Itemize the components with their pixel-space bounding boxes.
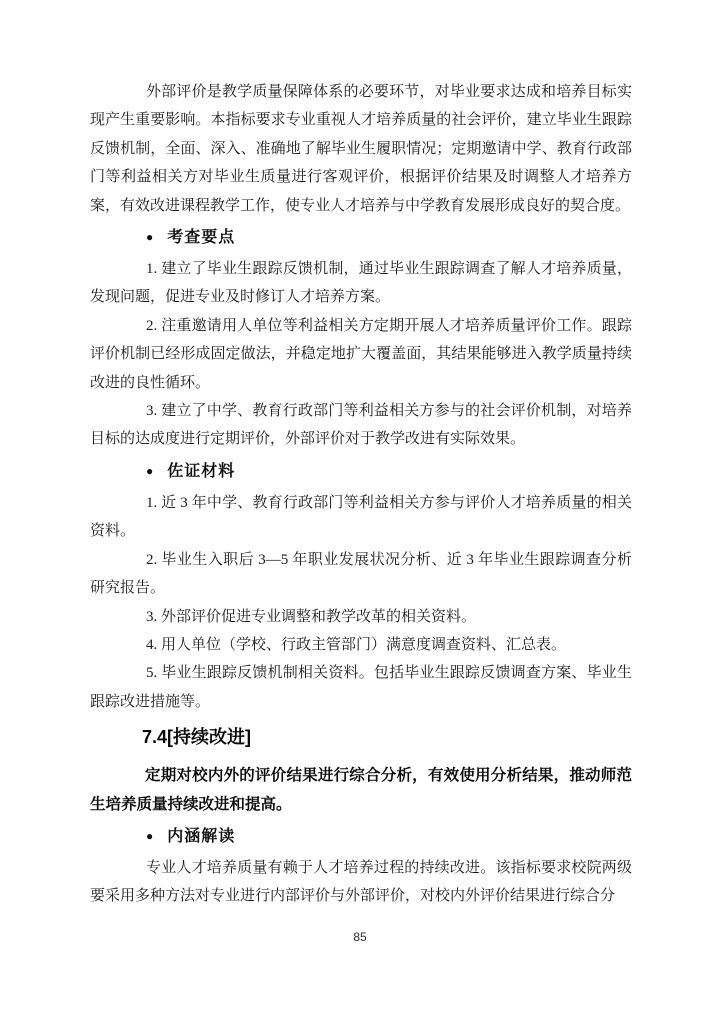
intro-paragraph: 外部评价是教学质量保障体系的必要环节，对毕业要求达成和培养目标实现产生重要影响。本指标要求专业重视人才培养质量的社会评价，建立毕业生跟踪反馈机制，全面、深入、准确地了解毕业生履职情况；定期邀请中学、教育行政部门等利益相关方对毕业生质量进行客观评价，根据评价结果及时调整人才培养方案，有效改进课程教学工作，使专业人才培养与中学教育发展形成良好的契合度。 [90,84,632,214]
section-heading-label: 佐证材料 [167,462,236,480]
bullet-icon: ● [146,230,154,245]
evidence-item-3: 3. 外部评价促进专业调整和教学改革的相关资料。 [146,608,477,625]
subsection-number: 7.4 [142,727,168,748]
exam-point-item-2: 2. 注重邀请用人单位等利益相关方定期开展人才培养质量评价工作。跟踪评价机制已经形成固定做法，并稳定地扩大覆盖面，其结果能够进入教学质量持续改进的良性循环。 [90,317,632,391]
page-content [90,78,632,911]
section-heading-label: 考查要点 [167,229,236,247]
bullet-icon: ● [146,463,154,478]
exam-point-item-1: 1. 建立了毕业生跟踪反馈机制，通过毕业生跟踪调查了解人才培养质量，发现问题，促进专业及时修订人才培养方案。 [90,261,632,306]
connotation-paragraph: 专业人才培养质量有赖于人才培养过程的持续改进。该指标要求校院两级要采用多种方法对专业进行内部评价与外部评价，对校内外评价结果进行综合分 [90,859,632,905]
section-heading-exam-points [146,223,632,252]
bullet-icon: ● [146,828,154,843]
section-heading-evidence-materials [146,457,632,486]
subsection-heading [142,722,632,752]
subsection-title: [持续改进] [167,727,252,748]
exam-point-item-3: 3. 建立了中学、教育行政部门等利益相关方参与的社会评价机制，对培养目标的达成度进行定期评价，外部评价对于教学改进有实际效果。 [90,403,632,448]
evidence-item-5: 5. 毕业生跟踪反馈机制相关资料。包括毕业生跟踪反馈调查方案、毕业生跟踪改进措施等。 [90,665,632,710]
page-number: 85 [353,930,367,944]
lead-paragraph: 定期对校内外的评价结果进行综合分析，有效使用分析结果，推动师范生培养质量持续改进和提高。 [90,767,632,813]
evidence-item-4: 4. 用人单位（学校、行政主管部门）满意度调查资料、汇总表。 [146,636,567,653]
section-heading-label: 内涵解读 [167,827,236,845]
section-heading-connotation [146,822,632,851]
evidence-item-1: 1. 近 3 年中学、教育行政部门等利益相关方参与评价人才培养质量的相关资料。 [90,494,632,540]
evidence-item-2: 2. 毕业生入职后 3—5 年职业发展状况分析、近 3 年毕业生跟踪调查分析研究报告。 [90,551,632,597]
